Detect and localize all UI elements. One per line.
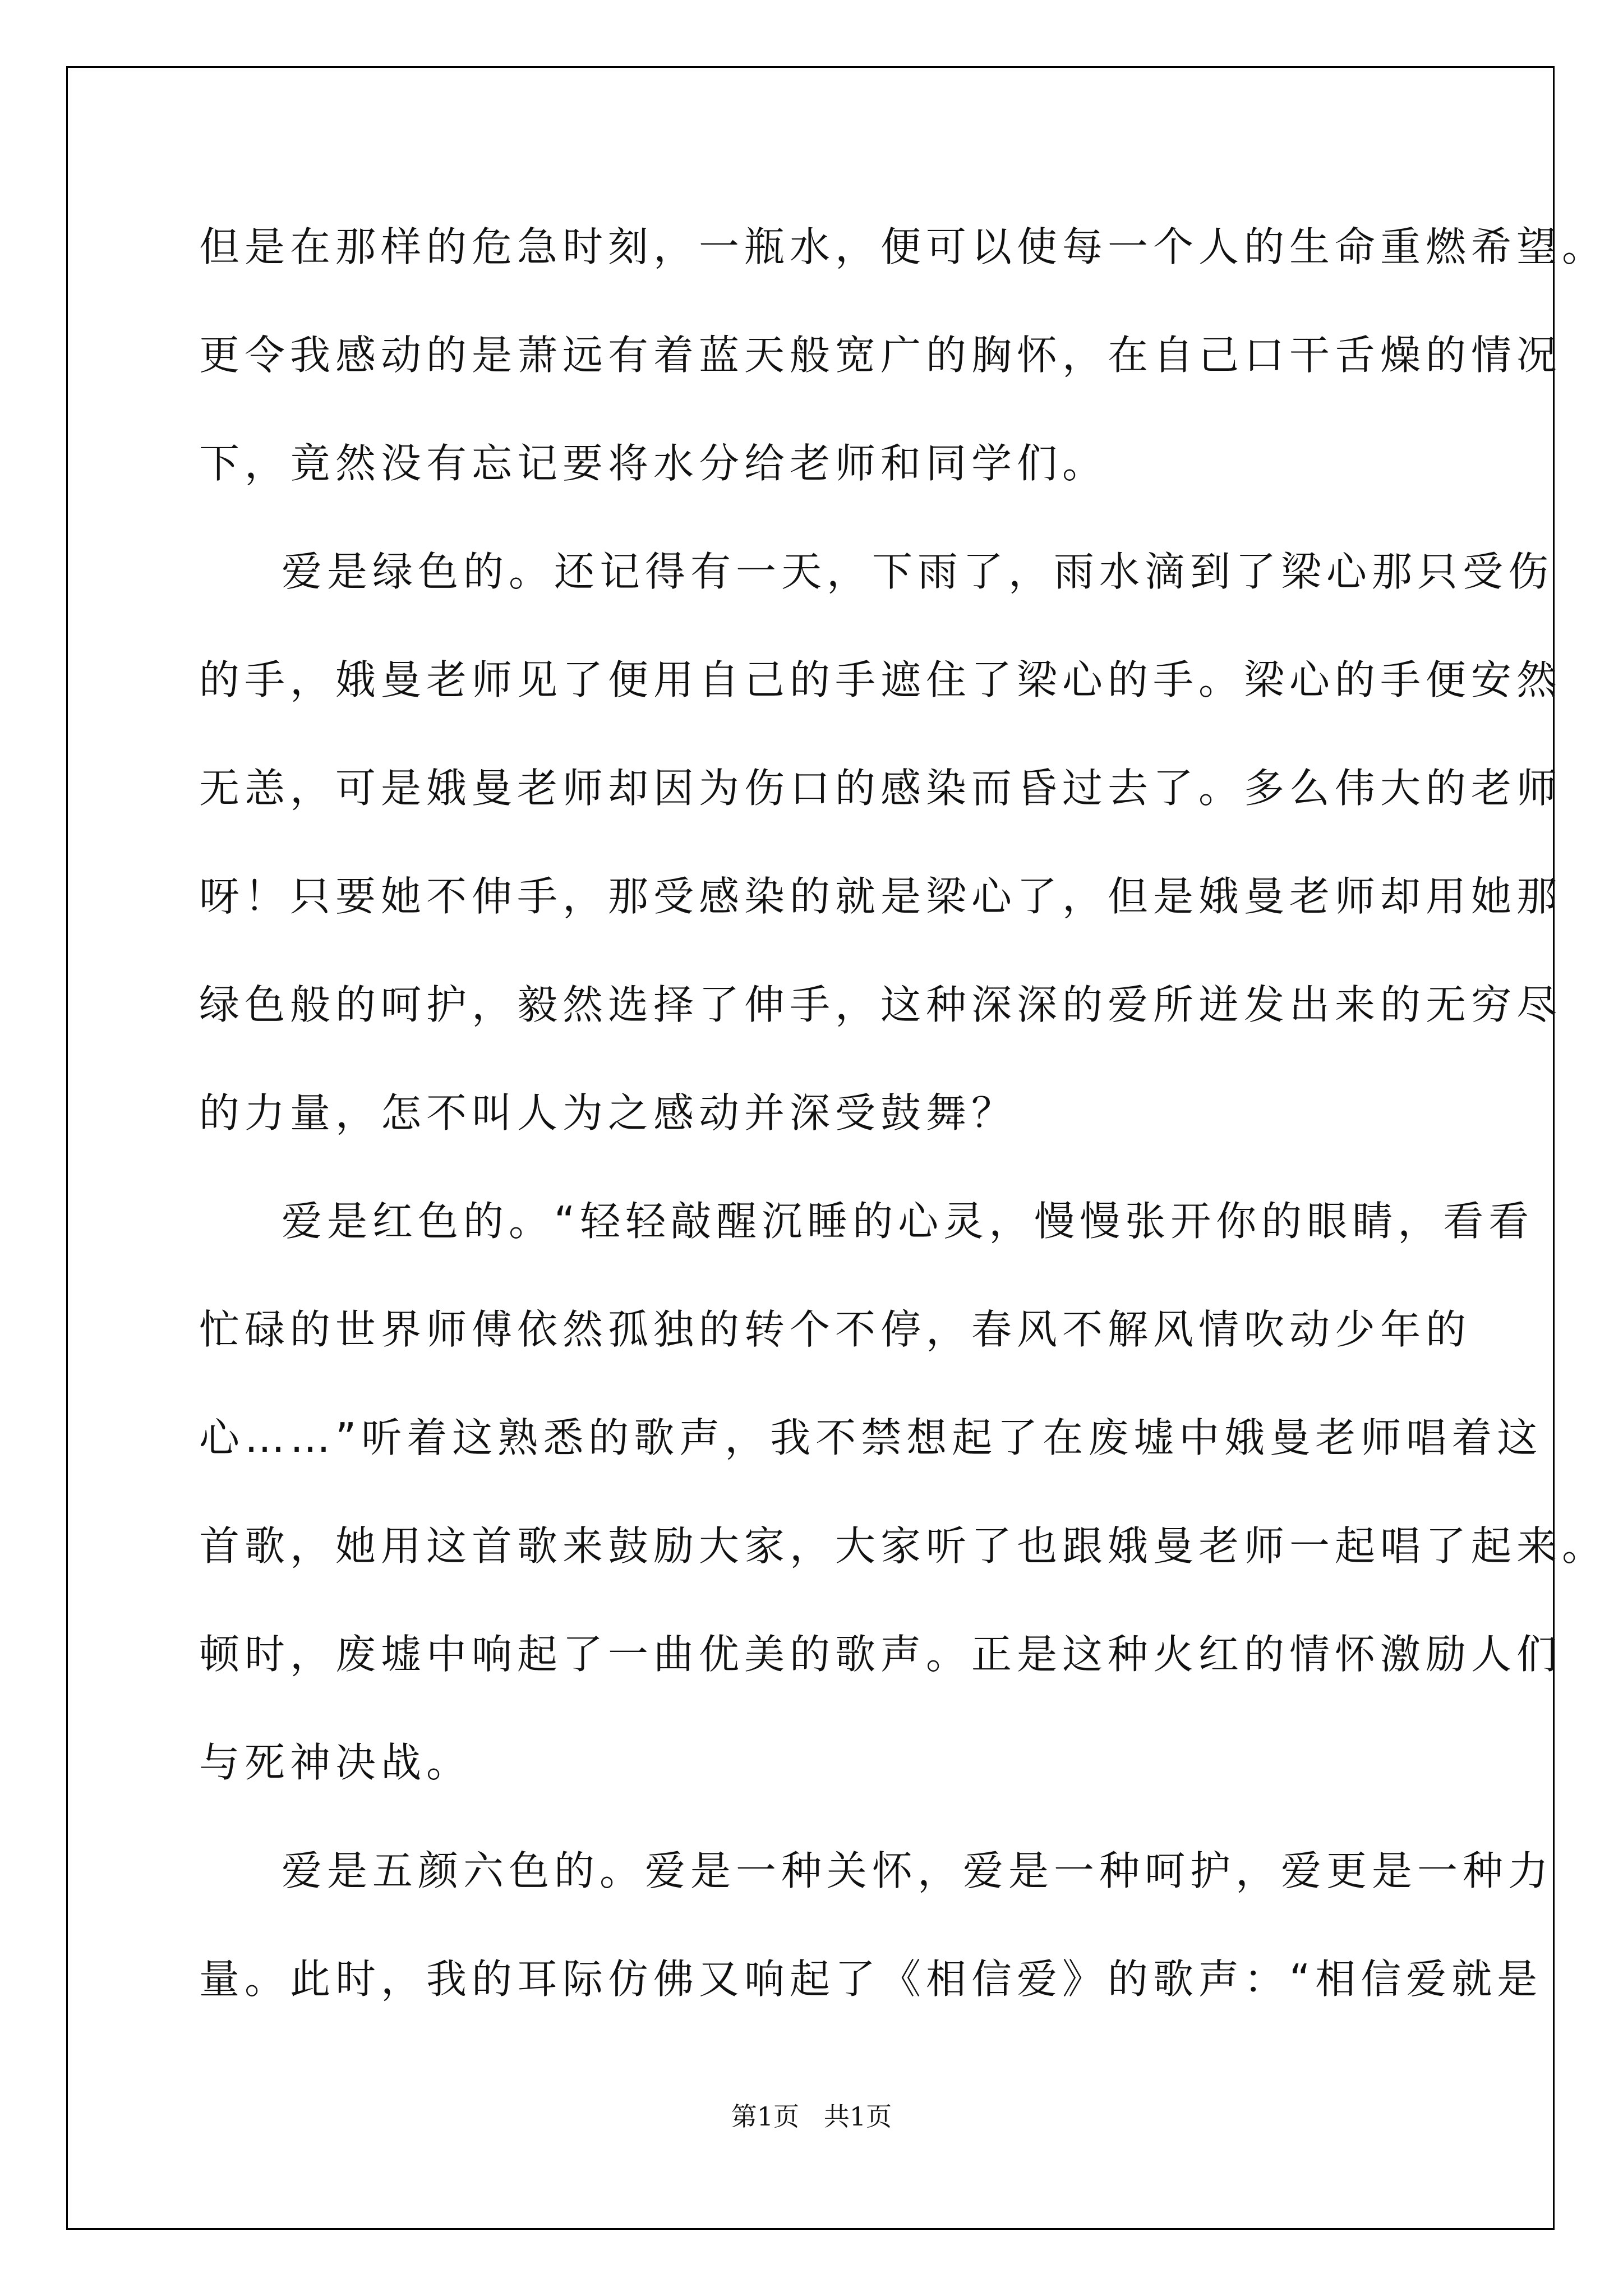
text-line-8: 绿色般的呵护，毅然选择了伸手，这种深深的爱所迸发出来的无穷尽 xyxy=(199,981,1562,1028)
paragraph-red-line-1: 爱是红色的。“轻轻敲醒沉睡的心灵，慢慢张开你的眼睛，看看 xyxy=(282,1198,1534,1245)
text-line-12: 心……”听着这熟悉的歌声，我不禁想起了在废墟中娥曼老师唱着这 xyxy=(199,1414,1543,1461)
text-line-13: 首歌，她用这首歌来鼓励大家，大家听了也跟娥曼老师一起唱了起来。 xyxy=(199,1522,1608,1570)
text-line-15: 与死神决战。 xyxy=(199,1739,472,1786)
text-line-1: 但是在那样的危急时刻，一瓶水，便可以使每一个人的生命重燃希望。 xyxy=(199,223,1608,270)
text-line-3: 下，竟然没有忘记要将水分给老师和同学们。 xyxy=(199,440,1108,487)
text-line-2: 更令我感动的是萧远有着蓝天般宽广的胸怀，在自己口干舌燥的情况 xyxy=(199,332,1562,379)
text-line-9: 的力量，怎不叫人为之感动并深受鼓舞？ xyxy=(199,1089,1017,1137)
text-line-11: 忙碌的世界师傅依然孤独的转个不停，春风不解风情吹动少年的 xyxy=(199,1306,1472,1353)
paragraph-green-line-1: 爱是绿色的。还记得有一天，下雨了，雨水滴到了梁心那只受伤 xyxy=(282,548,1554,595)
page-number-footer: 第1页 共1页 xyxy=(731,2101,892,2132)
page-border xyxy=(66,66,1555,2230)
text-line-17: 量。此时，我的耳际仿佛又响起了《相信爱》的歌声：“相信爱就是 xyxy=(199,1955,1543,2003)
text-line-14: 顿时，废墟中响起了一曲优美的歌声。正是这种火红的情怀激励人们 xyxy=(199,1631,1562,1678)
text-line-6: 无恙，可是娥曼老师却因为伤口的感染而昏过去了。多么伟大的老师 xyxy=(199,765,1562,812)
text-line-7: 呀！只要她不伸手，那受感染的就是梁心了，但是娥曼老师却用她那 xyxy=(199,873,1562,920)
paragraph-colorful-line-1: 爱是五颜六色的。爱是一种关怀，爱是一种呵护，爱更是一种力 xyxy=(282,1847,1554,1894)
text-line-5: 的手，娥曼老师见了便用自己的手遮住了梁心的手。梁心的手便安然 xyxy=(199,656,1562,703)
